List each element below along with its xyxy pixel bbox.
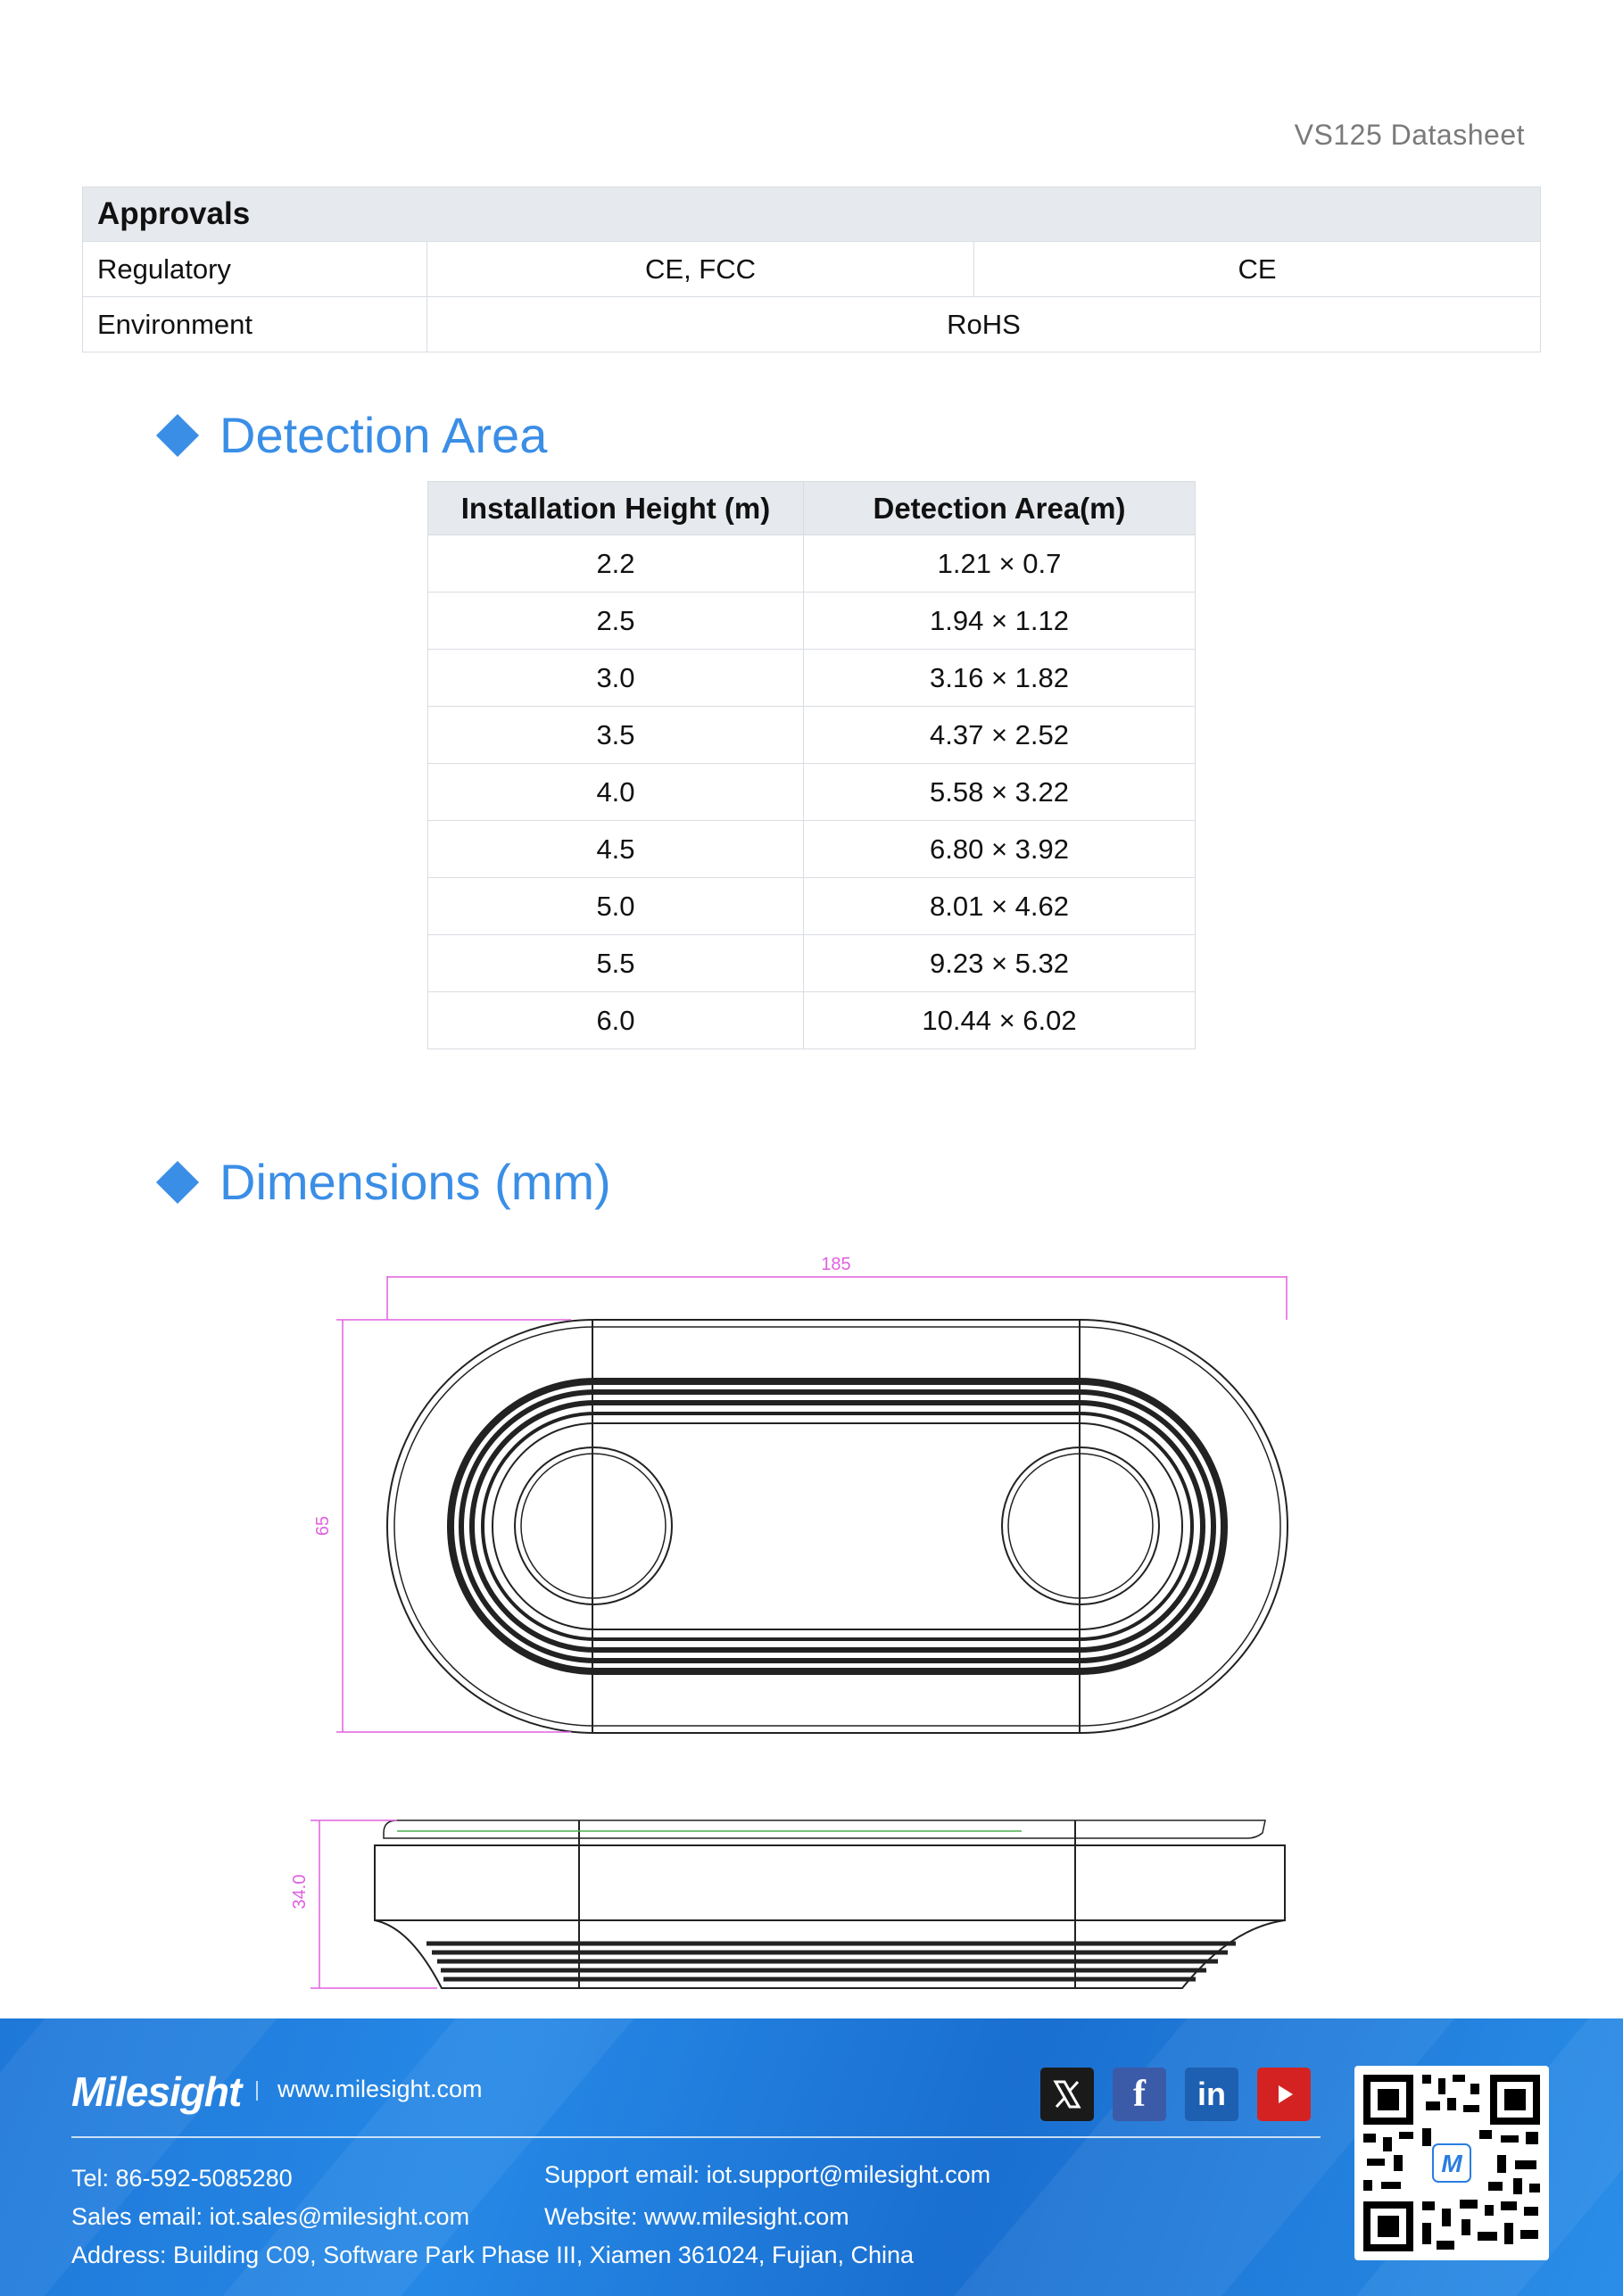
- lens-band-outer: [451, 1381, 1224, 1671]
- installation-height-cell: 5.5: [428, 935, 804, 992]
- environment-value: RoHS: [427, 297, 1541, 352]
- detection-area-cell: 1.21 × 0.7: [804, 535, 1196, 593]
- depth-label: 34.0: [290, 1874, 310, 1910]
- environment-label: Environment: [83, 297, 427, 352]
- approvals-section-title: Approvals: [83, 187, 1541, 242]
- qr-code-icon: [1354, 2066, 1549, 2260]
- regulatory-value-2: CE: [974, 242, 1541, 297]
- installation-height-cell: 4.0: [428, 764, 804, 821]
- footer-support-email[interactable]: Support email: iot.support@milesight.com: [544, 2161, 991, 2188]
- x-icon[interactable]: [1040, 2068, 1094, 2121]
- side-view-drawing: [375, 1820, 1285, 1988]
- footer-sales-email[interactable]: Sales email: iot.sales@milesight.com: [71, 2203, 470, 2230]
- installation-height-cell: 3.0: [428, 650, 804, 707]
- installation-height-cell: 5.0: [428, 878, 804, 935]
- svg-text:M: M: [1441, 2150, 1462, 2177]
- column-header-height: Installation Height (m): [428, 482, 804, 535]
- youtube-icon[interactable]: [1257, 2068, 1311, 2121]
- lens-band-mid-1: [461, 1392, 1213, 1661]
- installation-height-cell: 6.0: [428, 992, 804, 1049]
- top-view-dimension-lines: [336, 1276, 1287, 1732]
- installation-height-cell: 2.5: [428, 593, 804, 650]
- lens-band-mid-2: [472, 1403, 1203, 1650]
- detection-area-cell: 6.80 × 3.92: [804, 821, 1196, 878]
- footer-address: Address: Building C09, Software Park Phase III, Xiamen 361024, Fujian, China: [71, 2242, 915, 2268]
- height-label: 65: [313, 1515, 333, 1537]
- detection-area-cell: 10.44 × 6.02: [804, 992, 1196, 1049]
- detection-area-cell: 8.01 × 4.62: [804, 878, 1196, 935]
- column-header-area: Detection Area(m): [804, 482, 1196, 535]
- footer-website-link[interactable]: www.milesight.com: [277, 2076, 483, 2102]
- top-view-drawing: [387, 1320, 1288, 1733]
- installation-height-cell: 3.5: [428, 707, 804, 764]
- linkedin-icon[interactable]: in: [1185, 2068, 1238, 2121]
- side-grip-lines: [426, 1944, 1236, 1979]
- qr-code[interactable]: [1354, 2066, 1549, 2260]
- detection-area-cell: 5.58 × 3.22: [804, 764, 1196, 821]
- width-label: 185: [821, 1255, 851, 1274]
- dimensions-heading-text: Dimensions (mm): [219, 1154, 611, 1210]
- facebook-icon[interactable]: f: [1113, 2068, 1166, 2121]
- installation-height-cell: 4.5: [428, 821, 804, 878]
- detection-area-heading-text: Detection Area: [219, 407, 548, 463]
- brand-separator: [256, 2081, 258, 2101]
- outer-body-inner-outline: [394, 1327, 1280, 1726]
- detection-area-cell: 1.94 × 1.12: [804, 593, 1196, 650]
- installation-height-cell: 2.2: [428, 535, 804, 593]
- milesight-logo: Milesight: [71, 2068, 242, 2115]
- detection-area-cell: 3.16 × 1.82: [804, 650, 1196, 707]
- detection-area-cell: 9.23 × 5.32: [804, 935, 1196, 992]
- detection-area-cell: 4.37 × 2.52: [804, 707, 1196, 764]
- footer-divider: [71, 2136, 1321, 2138]
- footer-website-line[interactable]: Website: www.milesight.com: [544, 2203, 849, 2230]
- side-body: [375, 1845, 1285, 1920]
- document-title: VS125 Datasheet: [1294, 119, 1525, 151]
- side-top-cap: [384, 1820, 1265, 1838]
- regulatory-label: Regulatory: [83, 242, 427, 297]
- footer-tel: Tel: 86-592-5085280: [71, 2165, 293, 2192]
- regulatory-value-1: CE, FCC: [427, 242, 974, 297]
